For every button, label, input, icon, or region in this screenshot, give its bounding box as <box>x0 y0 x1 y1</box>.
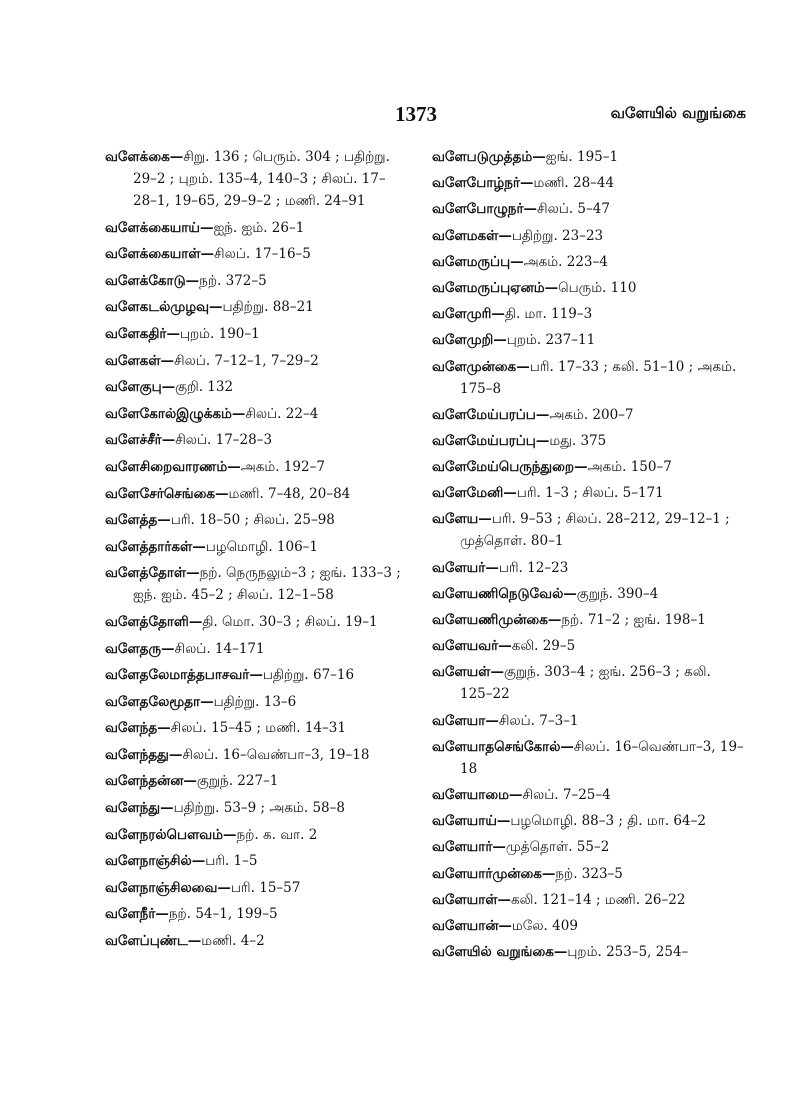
entry-references: பழமொழி. 88–3 ; தி. மா. 64–2 <box>510 813 706 830</box>
entry-references: அகம். 200–7 <box>549 406 634 423</box>
entry-references: புறம். 190–1 <box>179 325 260 342</box>
entry-separator: — <box>574 459 588 476</box>
entry-headword: வளேக்கையாள் <box>105 246 201 263</box>
entry-separator: — <box>498 638 512 655</box>
entry-headword: வளேயர் <box>432 559 486 576</box>
entry-separator: — <box>523 201 538 218</box>
entry-references: பதிற்று. 88–21 <box>222 299 314 316</box>
entry-headword: வளேப்புண்ட <box>105 933 188 950</box>
entry-headword: வளேமகள் <box>432 227 499 244</box>
entry-headword: வளேய <box>432 511 479 528</box>
entry-references: பழமொழி. 106–1 <box>205 538 319 555</box>
index-entry <box>105 243 405 265</box>
entry-references: நற். நெருநலும்–3 ; ஐங். 133–3 ; ஐந். ஐம். 45–2 ; சிலப். 12–1–58 <box>133 565 401 604</box>
entry-separator: — <box>544 279 559 296</box>
page-number: 1373 <box>395 102 437 126</box>
entry-headword: வளேபோழுநர் <box>432 201 524 218</box>
entry-separator: — <box>157 512 171 529</box>
entry-references: பதிற்று. 67–16 <box>262 667 355 684</box>
entry-separator: — <box>200 246 215 263</box>
entry-references: பரி. 9–53 ; சிலப். 28–212, 29–12–1 ; முத்தொள். 80–1 <box>460 511 730 550</box>
entry-headword: வளேத்தார்கள் <box>105 538 193 555</box>
entry-separator: — <box>485 559 499 576</box>
entry-separator: — <box>547 612 562 628</box>
entry-separator: — <box>553 944 568 961</box>
entry-separator: — <box>508 786 523 803</box>
entry-separator: — <box>497 891 511 908</box>
index-entry <box>432 889 744 911</box>
entry-headword: வளேயா <box>432 712 486 729</box>
index-entry <box>432 836 744 858</box>
index-entry <box>432 356 744 400</box>
entry-references: சிலப். 17–16–5 <box>214 246 311 263</box>
index-entry <box>105 877 405 899</box>
entry-separator: — <box>491 306 505 323</box>
entry-headword: வளேமேய்பரப்ப <box>432 406 536 423</box>
index-entry <box>432 482 744 504</box>
entry-headword: வளேகடல்முழவு <box>105 299 210 316</box>
entry-separator: — <box>563 585 577 602</box>
entry-separator: — <box>191 853 206 870</box>
entry-headword: வளேக்கோடு <box>105 272 186 289</box>
index-entry <box>105 509 405 531</box>
entry-references: நற். 323–5 <box>555 865 623 882</box>
entry-references: பதிற்று. 23–23 <box>511 227 604 244</box>
right-column <box>432 146 744 967</box>
index-entry <box>105 296 405 318</box>
entry-references: குறுந். 390–4 <box>576 585 659 602</box>
entry-references: அகம். 150–7 <box>587 459 672 476</box>
entry-headword: வளேகதிர் <box>105 325 167 342</box>
index-entry <box>432 303 744 325</box>
entry-references: சிறு. 136 ; பெரும். 304 ; பதிற்று. 29–2 ; புறம். 135–4, 140–3 ; சிலப். 17–28–1, 19–65, 29–9–2 ; மணி. 24–91 <box>133 149 390 209</box>
entry-headword: வளேமுறி <box>432 332 494 349</box>
index-entry <box>432 941 744 963</box>
entry-separator: — <box>519 175 534 192</box>
entry-separator: — <box>490 664 504 681</box>
entry-headword: வளேயாள் <box>432 891 498 908</box>
index-entry <box>432 635 744 657</box>
entry-headword: வளேமேய்பரப்பு <box>432 432 536 449</box>
entry-references: பதிற்று. 53–9 ; அகம். 58–8 <box>173 800 345 817</box>
entry-headword: வளேயவர் <box>432 638 499 655</box>
entry-headword: வளேசிறைவாரணம் <box>105 458 228 475</box>
index-entry <box>432 609 744 631</box>
entry-references: நற். 54–1, 199–5 <box>168 906 278 923</box>
index-entry <box>105 536 405 558</box>
entry-separator: — <box>503 485 517 502</box>
index-entry <box>105 824 405 846</box>
index-entry <box>432 404 744 426</box>
index-entry <box>105 562 405 606</box>
entry-headword: வளேநாஞ்சில் <box>105 853 192 870</box>
entry-headword: வளேயள் <box>432 664 491 681</box>
index-entry <box>432 329 744 351</box>
entry-separator: — <box>560 738 574 755</box>
entry-headword: வளேயாமை <box>432 786 509 803</box>
index-entry <box>105 638 405 660</box>
index-entry <box>432 198 744 220</box>
entry-references: அகம். 192–7 <box>240 458 325 475</box>
entry-references: சிலப். 16–வெண்பா–3, 19–18 <box>182 746 370 763</box>
entry-separator: — <box>157 720 171 737</box>
index-entry <box>105 717 405 739</box>
entry-references: பரி. 17–33 ; கலி. 51–10 ; அகம். 175–8 <box>460 358 737 397</box>
index-entry <box>105 350 405 372</box>
index-entry <box>432 430 744 452</box>
entry-separator: — <box>535 432 550 449</box>
entry-separator: — <box>227 458 241 475</box>
entry-headword: வளேமேய்பெருந்துறை <box>432 459 575 476</box>
entry-headword: வளேபடுமுத்தம் <box>432 149 533 165</box>
entry-references: சிலப். 14–171 <box>174 640 265 657</box>
entry-headword: வளேயாய் <box>432 813 497 830</box>
entry-references: பதிற்று. 13–6 <box>213 693 297 710</box>
index-entry <box>105 456 405 478</box>
entry-separator: — <box>161 640 175 657</box>
index-entry <box>105 376 405 398</box>
index-entry <box>432 810 744 832</box>
entry-references: சிலப். 16–வெண்பா–3, 19–18 <box>460 738 744 777</box>
entry-separator: — <box>492 839 506 856</box>
index-entry <box>105 744 405 766</box>
entry-headword: வளேயில் வறுங்கை <box>432 944 554 961</box>
index-entry <box>105 903 405 925</box>
entry-references: அகம். 223–4 <box>523 253 608 270</box>
index-entry <box>432 863 744 885</box>
index-entry <box>105 403 405 425</box>
entry-separator: — <box>485 712 499 729</box>
entry-references: சிலப். 22–4 <box>245 405 319 422</box>
entry-separator: — <box>200 693 214 710</box>
entry-references: மணி. 28–44 <box>533 175 615 192</box>
entry-separator: — <box>231 405 246 422</box>
entry-headword: வளேபோழ்நர் <box>432 175 520 192</box>
entry-separator: — <box>166 325 180 342</box>
index-entry <box>105 611 405 633</box>
entry-separator: — <box>249 667 263 684</box>
entry-references: குறி. 132 <box>175 379 234 396</box>
entry-headword: வளேநாஞ்சிலவை <box>105 879 218 896</box>
entry-references: கலி. 121–14 ; மணி. 26–22 <box>511 891 686 908</box>
entry-references: புறம். 253–5, 254– <box>567 944 689 961</box>
entry-separator: — <box>160 800 174 817</box>
entry-separator: — <box>498 917 512 934</box>
index-entry <box>105 217 405 239</box>
entry-references: ஐங். 195–1 <box>545 149 619 165</box>
entry-separator: — <box>161 379 176 396</box>
index-entry <box>432 784 744 806</box>
index-entry <box>105 797 405 819</box>
entry-headword: வளேசேர்செங்கை <box>105 485 216 502</box>
entry-separator: — <box>188 613 203 630</box>
entry-headword: வளேந்தது <box>105 746 169 763</box>
entry-references: மணி. 7–48, 20–84 <box>228 485 351 502</box>
entry-headword: வளேமருப்புஏனம் <box>432 279 545 296</box>
entry-references: பரி. 15–57 <box>230 879 301 896</box>
entry-references: சிலப். 5–47 <box>537 201 610 218</box>
entry-references: கலி. 29–5 <box>511 638 576 655</box>
entry-headword: வளேந்து <box>105 800 161 817</box>
entry-separator: — <box>516 358 530 375</box>
entry-separator: — <box>186 565 200 582</box>
entry-references: தி. மொ. 30–3 ; சிலப். 19–1 <box>202 613 378 630</box>
index-entry <box>432 456 744 478</box>
entry-headword: வளேநீர் <box>105 906 156 923</box>
entry-headword: வளேத்த <box>105 512 158 529</box>
entry-separator: — <box>215 485 229 502</box>
entry-headword: வளேமுரி <box>432 306 492 323</box>
entry-separator: — <box>168 746 183 763</box>
entry-headword: வளேயணிமுன்கை <box>432 612 548 628</box>
entry-separator: — <box>510 253 524 270</box>
entry-separator: — <box>183 773 197 790</box>
entry-headword: வளேத்தோள் <box>105 565 187 582</box>
entry-references: சிலப். 7–25–4 <box>522 786 611 803</box>
entry-separator: — <box>192 538 206 555</box>
index-entry <box>105 850 405 872</box>
index-entry <box>432 915 744 937</box>
index-entry <box>432 508 744 552</box>
entry-headword: வளேதலேமூதா <box>105 693 201 710</box>
index-entry <box>432 146 744 168</box>
entry-references: நற். 71–2 ; ஐங். 198–1 <box>561 612 706 628</box>
entry-references: மலே. 409 <box>511 917 578 934</box>
entry-references: சிலப். 15–45 ; மணி. 14–31 <box>170 720 346 737</box>
index-entry <box>432 661 744 705</box>
entry-separator: — <box>532 149 546 165</box>
entry-separator: — <box>169 149 184 165</box>
entry-separator: — <box>498 227 512 244</box>
index-entry <box>105 691 405 713</box>
entry-separator: — <box>541 865 556 882</box>
entry-headword: வளேத்தோளி <box>105 613 189 630</box>
entry-headword: வளேகோல்இழுக்கம் <box>105 405 232 422</box>
index-entry <box>432 583 744 605</box>
index-entry <box>432 557 744 579</box>
entry-separator: — <box>199 219 214 236</box>
index-entry <box>432 225 744 247</box>
entry-references: குறுந். 227–1 <box>196 773 279 790</box>
entry-references: மது. 375 <box>549 432 607 449</box>
entry-references: ஐந். ஐம். 26–1 <box>213 219 305 236</box>
entry-references: முத்தொள். 55–2 <box>505 839 610 856</box>
left-column <box>105 146 405 957</box>
entry-headword: வளேமுன்கை <box>432 358 517 375</box>
entry-headword: வளேக்கையாய் <box>105 219 200 236</box>
entry-headword: வளேகள் <box>105 352 161 369</box>
index-entry <box>105 770 405 792</box>
entry-references: சிலப். 7–12–1, 7–29–2 <box>174 352 319 369</box>
entry-headword: வளேதலேமாத்தபாசவர் <box>105 667 250 684</box>
entry-separator: — <box>535 406 550 423</box>
entry-separator: — <box>217 879 231 896</box>
entry-headword: வளேந்தன்ன <box>105 773 184 790</box>
index-entry <box>432 172 744 194</box>
index-entry <box>105 146 405 212</box>
entry-references: நற். க. வா. 2 <box>236 826 318 843</box>
entry-separator: — <box>493 332 507 349</box>
entry-headword: வளேயார் <box>432 839 493 856</box>
index-entry <box>105 483 405 505</box>
index-entry <box>105 270 405 292</box>
entry-references: பரி. 12–23 <box>498 559 569 576</box>
entry-references: சிலப். 7–3–1 <box>498 712 579 729</box>
running-head: வளேயில் வறுங்கை <box>610 104 746 122</box>
entry-headword: வளேதரு <box>105 640 161 657</box>
entry-references: பெரும். 110 <box>558 279 637 296</box>
entry-references: சிலப். 17–28–3 <box>175 432 273 449</box>
entry-headword: வளேயான் <box>432 917 499 934</box>
index-entry <box>105 323 405 345</box>
entry-separator: — <box>161 432 176 449</box>
entry-references: பரி. 1–3 ; சிலப். 5–171 <box>516 485 664 502</box>
entry-headword: வளேநரல்பௌவம் <box>105 826 224 843</box>
index-entry <box>432 710 744 732</box>
entry-headword: வளேயார்முன்கை <box>432 865 542 882</box>
index-entry <box>432 251 744 273</box>
entry-headword: வளேந்த <box>105 720 158 737</box>
entry-separator: — <box>187 933 202 950</box>
entry-separator: — <box>155 906 169 923</box>
entry-headword: வளேமருப்பு <box>432 253 511 270</box>
entry-separator: — <box>209 299 223 316</box>
entry-headword: வளேயாதசெங்கோல் <box>432 738 561 755</box>
entry-separator: — <box>478 511 492 528</box>
entry-references: புறம். 237–11 <box>506 332 596 349</box>
entry-headword: வளேமேனி <box>432 485 504 502</box>
entry-headword: வளேகுபு <box>105 379 162 396</box>
entry-references: மணி. 4–2 <box>201 933 265 950</box>
index-entry <box>105 429 405 451</box>
entry-headword: வளேக்கை <box>105 149 170 165</box>
index-entry <box>432 736 744 780</box>
entry-separator: — <box>496 813 511 830</box>
entry-references: பரி. 18–50 ; சிலப். 25–98 <box>170 512 335 529</box>
entry-separator: — <box>160 352 175 369</box>
entry-separator: — <box>185 272 200 289</box>
page-header <box>0 96 800 136</box>
entry-headword: வளேச்சீர் <box>105 432 162 449</box>
entry-references: குறுந். 303–4 ; ஐங். 256–3 ; கலி. 125–22 <box>460 664 711 703</box>
entry-references: தி. மா. 119–3 <box>504 306 593 323</box>
entry-headword: வளேயணிநெடுவேல் <box>432 585 564 602</box>
index-entry <box>432 277 744 299</box>
entry-separator: — <box>223 826 237 843</box>
entry-references: பரி. 1–5 <box>205 853 258 870</box>
entry-references: நற். 372–5 <box>199 272 267 289</box>
index-entry <box>105 664 405 686</box>
index-entry <box>105 930 405 952</box>
